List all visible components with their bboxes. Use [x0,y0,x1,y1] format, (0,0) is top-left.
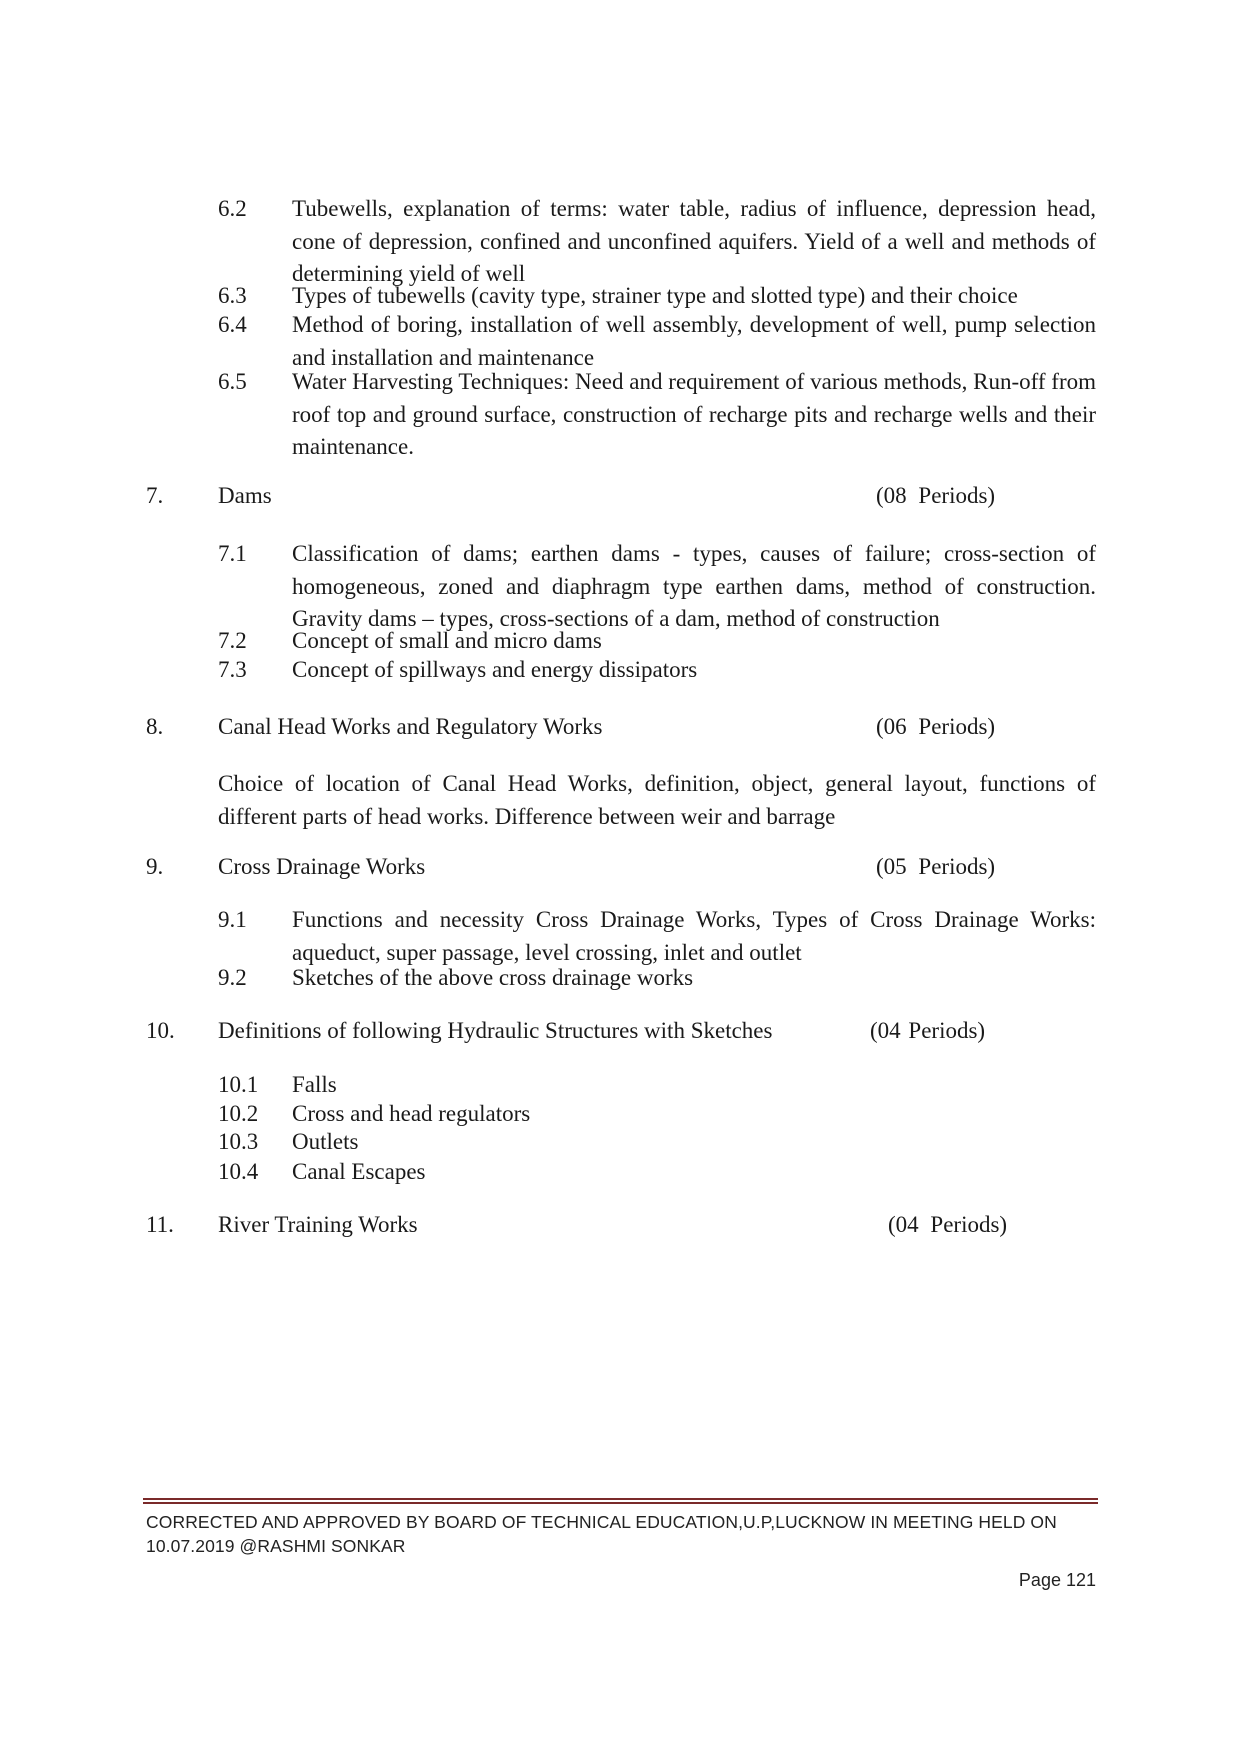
subsection-text: Sketches of the above cross drainage works [292,965,694,990]
subsection-text: Water Harvesting Techniques: Need and requirement of various methods, Run-off from roof top and ground surface, construction of recharge pits and recharge wells and their maintenance. [292,369,1096,459]
footer-approval-note: CORRECTED AND APPROVED BY BOARD OF TECHNICAL EDUCATION,U.P,LUCKNOW IN MEETING HELD ON 10.07.2019 @RASHMI SONKAR [146,1512,1057,1556]
section-8-body: Choice of location of Canal Head Works, definition, object, general layout, functions of different parts of head works. Difference between weir and barrage [218,771,1096,829]
subsection-number: 6.3 [218,283,247,308]
subsection-text: Classification of dams; earthen dams - types, causes of failure; cross-section of homogeneous, zoned and diaphragm type earthen dams, method of construction. Gravity dams – types, cross-sections of a dam, method of construction [292,541,1096,631]
subsection-6-3 [218,280,1096,313]
subsection-number: 7.2 [218,628,247,653]
subsection-text: Functions and necessity Cross Drainage Works, Types of Cross Drainage Works: aqueduct, super passage, level crossing, inlet and outlet [292,907,1096,965]
section-title: Definitions of following Hydraulic Structures with Sketches [218,1018,773,1043]
section-11-heading [146,1209,1096,1242]
subsection-7-1 [218,538,1096,636]
section-7-heading [146,480,1096,513]
subsection-9-2 [218,962,1096,995]
subsection-10-1 [218,1069,1096,1102]
subsection-10-4 [218,1156,1096,1189]
section-periods: (04 Periods) [888,1212,1008,1237]
subsection-text: Concept of small and micro dams [292,628,602,653]
section-periods: (08 Periods) [876,483,996,508]
section-number: 9. [146,854,164,879]
subsection-7-3 [218,654,1096,687]
subsection-text: Canal Escapes [292,1159,426,1184]
subsection-text: Falls [292,1072,337,1097]
section-9-heading [146,851,1096,884]
section-periods: (05 Periods) [876,854,996,879]
subsection-6-5 [218,366,1096,464]
section-10-heading [146,1015,1096,1048]
subsection-number: 9.2 [218,965,247,990]
subsection-7-2 [218,625,1096,658]
subsection-9-1 [218,904,1096,969]
subsection-text: Cross and head regulators [292,1101,531,1126]
subsection-number: 6.5 [218,369,247,394]
subsection-number: 10.4 [218,1159,259,1184]
section-title: Dams [218,483,272,508]
subsection-number: 7.3 [218,657,247,682]
subsection-text: Types of tubewells (cavity type, strainer type and slotted type) and their choice [292,283,1018,308]
subsection-6-4 [218,309,1096,374]
section-number: 11. [146,1212,174,1237]
subsection-text: Method of boring, installation of well assembly, development of well, pump selection and installation and maintenance [292,312,1096,370]
page-number: Page 121 [1018,1570,1096,1590]
section-title: Cross Drainage Works [218,854,426,879]
subsection-number: 10.2 [218,1101,259,1126]
section-title: River Training Works [218,1212,418,1237]
subsection-number: 6.4 [218,312,247,337]
subsection-number: 10.1 [218,1072,259,1097]
subsection-text: Tubewells, explanation of terms: water table, radius of influence, depression head, cone of depression, confined and unconfined aquifers. Yield of a well and methods of determining yield of well [292,196,1096,286]
footer-rule-top [143,1498,1098,1500]
section-number: 10. [146,1018,175,1043]
subsection-number: 9.1 [218,907,247,932]
subsection-text: Outlets [292,1129,359,1154]
section-periods: (04 Periods) [870,1018,986,1043]
subsection-number: 7.1 [218,541,247,566]
subsection-number: 6.2 [218,196,247,221]
footer-rule-bottom [143,1502,1098,1504]
subsection-number: 10.3 [218,1129,259,1154]
section-title: Canal Head Works and Regulatory Works [218,714,603,739]
subsection-6-2 [218,193,1096,291]
subsection-text: Concept of spillways and energy dissipators [292,657,698,682]
section-number: 7. [146,483,164,508]
section-number: 8. [146,714,164,739]
section-8-heading [146,711,1096,744]
section-periods: (06 Periods) [876,714,996,739]
subsection-10-3 [218,1126,1096,1159]
